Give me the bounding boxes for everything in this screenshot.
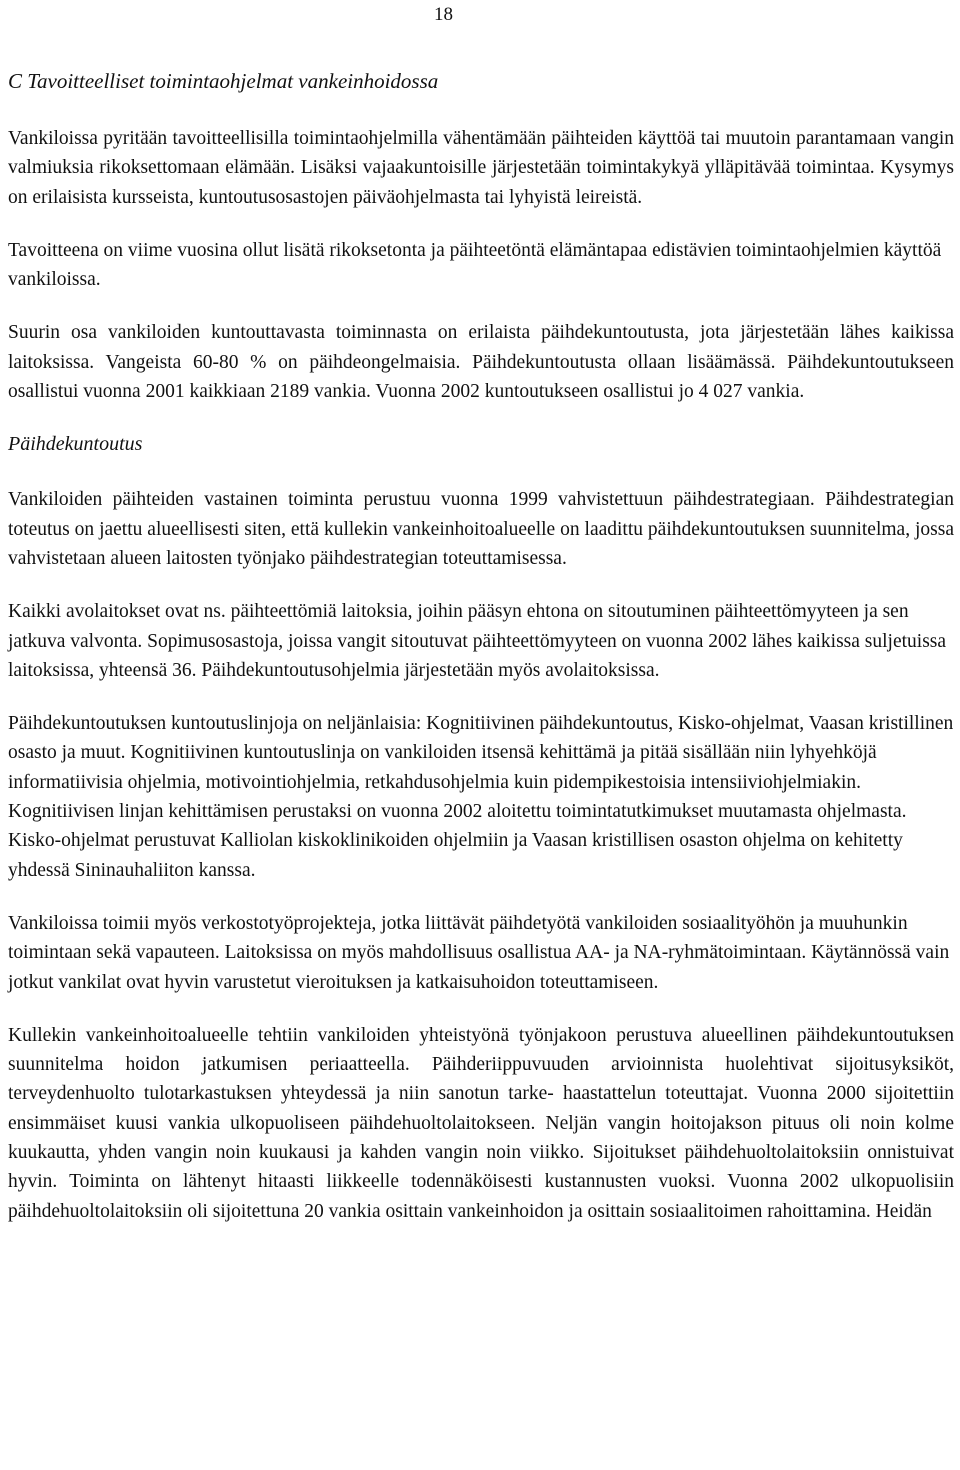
paragraph-body-5: Kullekin vankeinhoitoalueelle tehtiin vankiloiden yhteistyönä työnjakoon perustuva alueellinen päihdekuntoutuksen suunnitelma hoidon jatkumisen periaatteella. Päihderiippuvuuden arvioinnista huolehtivat sijoitusyksiköt, terveydenhuolto tulotarkastuksen yhteydessä ja niin sanotun tarke- haastattelun toteuttajat. Vuonna 2000 sijoitettiin ensimmäiset kuusi vankia ulkopuoliseen päihdehuoltolaitokseen. Neljän vangin hoitojakson pituus oli noin kolme kuukautta, yhden vangin noin kuukausi ja kahden vangin noin viikko. Sijoitukset päihdehuoltolaitoksiin onnistuivat hyvin. Toiminta on lähtenyt hitaasti liikkeelle todennäköisesti kustannusten vuoksi. Vuonna 2002 ulkopuolisiin päihdehuoltolaitoksiin oli sijoitettuna 20 vankia osittain vankeinhoidon ja osittain sosiaalitoimen rahoittamina. Heidän bbox=[8, 1024, 954, 1222]
paragraph-body-1: Vankiloiden päihteiden vastainen toiminta perustuu vuonna 1999 vahvistettuun päihdestrategiaan. Päihdestrategian toteutus on jaettu alueellisesti siten, että kullekin vankeinhoitoalueelle on laadittu päihdekuntoutuksen suunnitelma, jossa vahvistetaan alueen laitosten työnjako päihdestrategian toteuttamisessa. bbox=[8, 489, 954, 569]
paragraph-intro-1: Vankiloissa pyritään tavoitteellisilla toimintaohjelmilla vähentämään päihteiden käyttöä tai muutoin parantamaan vangin valmiuksia rikoksettomaan elämään. Lisäksi vajaakuntoisille järjestetään toimintakykyä ylläpitävää toimintaa. Kysymys on erilaisista kursseista, kuntoutusosastojen päiväohjelmasta tai lyhyistä leireistä. bbox=[8, 128, 954, 208]
paragraph-intro-2: Tavoitteena on viime vuosina ollut lisätä rikoksetonta ja päihteetöntä elämäntapaa edistävien toimintaohjelmien käyttöä vankiloissa. bbox=[8, 239, 942, 291]
subsection-title: Päihdekuntoutus bbox=[8, 433, 143, 456]
document-body bbox=[8, 66, 954, 1226]
paragraph-intro-3: Suurin osa vankiloiden kuntouttavasta toiminnasta on erilaista päihdekuntoutusta, jota järjestetään lähes kaikissa laitoksissa. Vangeista 60-80 % on päihdeongelmaisia. Päihdekuntoutusta ollaan lisäämässä. Päihdekuntoutukseen osallistui vuonna 2001 kaikkiaan 2189 vankia. Vuonna 2002 kuntoutukseen osallistui jo 4 027 vankia. bbox=[8, 322, 954, 403]
paragraph-body-3: Päihdekuntoutuksen kuntoutuslinjoja on neljänlaisia: Kognitiivinen päihdekuntoutus, Kisko-ohjelmat, Vaasan kristillinen osasto ja muut. Kognitiivinen kuntoutuslinja on vankiloiden itsensä kehittämä ja pitää sisällään niin lyhyehköjä informatiivisia ohjelmia, motivointiohjelmia, retkahdusohjelmia kuin pidempikestoisia intensiiviohjelmiakin. Kognitiivisen linjan kehittämisen perustaksi on vuonna 2002 aloitettu toimintatutkimukset muutamasta ohjelmasta. Kisko-ohjelmat perustuvat Kalliolan kiskoklinikoiden ohjelmiin ja Vaasan kristillisen osaston ohjelma on kehitetty yhdessä Sininauhaliiton kanssa. bbox=[8, 713, 954, 881]
paragraph-body-2: Kaikki avolaitokset ovat ns. päihteettömiä laitoksia, joihin pääsyn ehtona on sitoutuminen päihteettömyyteen ja sen jatkuva valvonta. Sopimusosastoja, joissa vangit sitoutuvat päihteettömyyteen on vuonna 2002 lähes kaikissa suljetuissa laitoksissa, yhteensä 36. Päihdekuntoutusohjelmia järjestetään myös avolaitoksissa. bbox=[8, 601, 947, 681]
section-title: C Tavoitteelliset toimintaohjelmat vankeinhoidossa bbox=[8, 69, 439, 93]
paragraph-body-4: Vankiloissa toimii myös verkostotyöprojekteja, jotka liittävät päihdetyötä vankiloiden sosiaalityöhön ja muuhunkin toimintaan sekä vapauteen. Laitoksissa on myös mahdollisuus osallistua AA- ja NA-ryhmätoimintaan. Käytännössä vain jotkut vankilat ovat hyvin varustetut vieroituksen ja katkaisuhoidon toteuttamiseen. bbox=[8, 912, 950, 993]
page-number: 18 bbox=[434, 4, 453, 25]
